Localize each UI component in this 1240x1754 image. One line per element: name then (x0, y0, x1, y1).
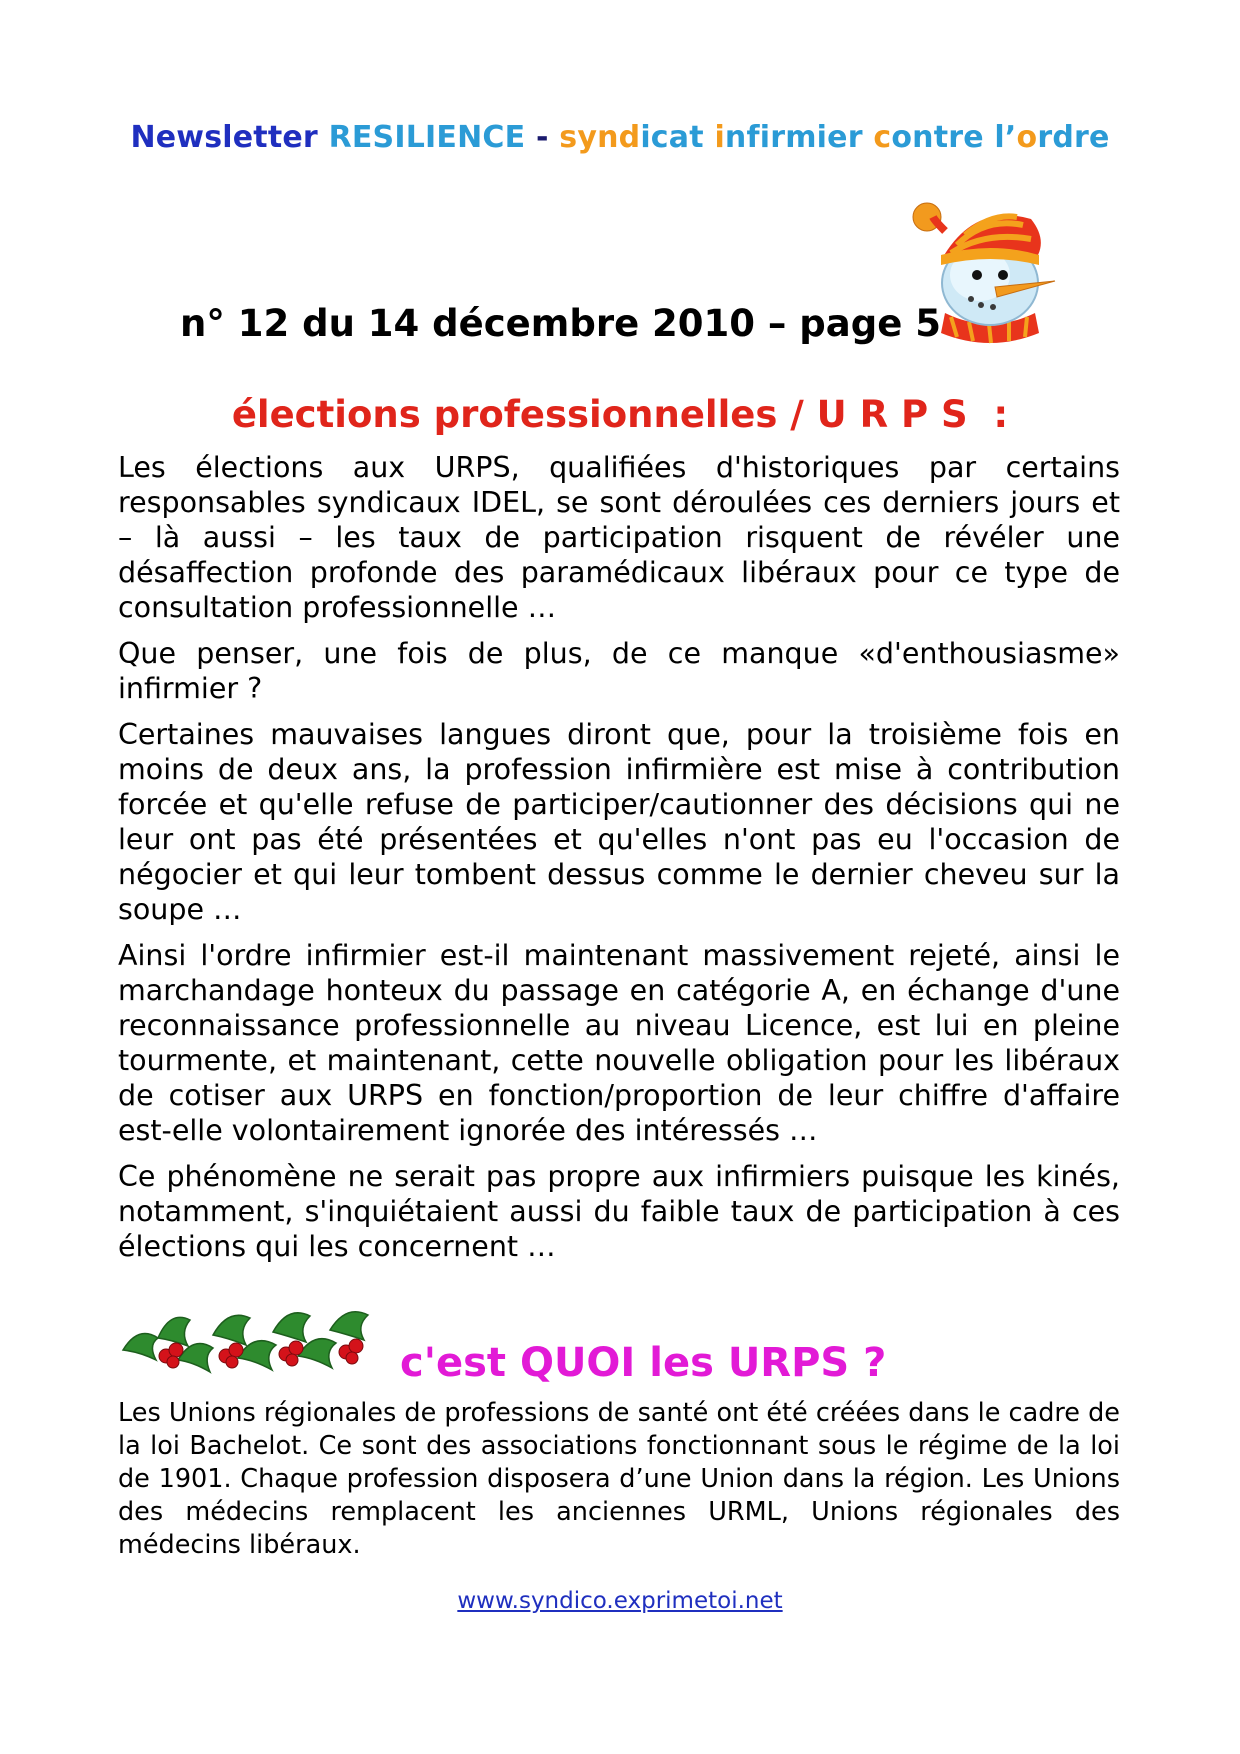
header-part: o (1016, 120, 1038, 155)
header-part: nfirmier (724, 120, 874, 155)
header-part: ontre l’ (891, 120, 1017, 155)
paragraph: Que penser, une fois de plus, de ce manque «d'enthousiasme» infirmier ? (118, 637, 1120, 705)
section-title-urps: c'est QUOI les URPS ? (400, 1340, 887, 1386)
header-part: c (873, 120, 892, 155)
snowman-icon (905, 195, 1075, 345)
header-part: rdre (1037, 120, 1110, 155)
paragraph: Certaines mauvaises langues diront que, pour la troisième fois en moins de deux ans, la profession infirmière est mise à contribution forcée et qu'elle refuse de participer/cautionner des décisions qui ne leur ont pas été présentées et qu'elles n'ont pas eu l'occasion de négocier et qui leur tombent dessus comme le dernier cheveu sur la soupe … (118, 718, 1120, 926)
header-part: RESILIENCE (328, 120, 526, 155)
newsletter-header (0, 120, 1240, 155)
article-body-urps: Les Unions régionales de professions de santé ont été créées dans le cadre de la loi Bachelot. Ce sont des associations fonctionnant sous le régime de la loi de 1901. Chaque profession disposera d’une Union dans la région. Les Unions des médecins remplacent les anciennes URML, Unions régionales des médecins libéraux. (118, 1398, 1120, 1560)
header-part: Newsletter (130, 120, 329, 155)
header-part: icat (640, 120, 715, 155)
holly-icon (118, 1290, 378, 1380)
paragraph: Ainsi l'ordre infirmier est-il maintenant massivement rejeté, ainsi le marchandage honteux du passage en catégorie A, en échange d'une reconnaissance professionnelle au niveau Licence, est lui en pleine tourmente, et maintenant, cette nouvelle obligation pour les libéraux de cotiser aux URPS en fonction/proportion de leur chiffre d'affaire est-elle volontairement ignorée des intéressés … (118, 939, 1120, 1147)
header-part: - (525, 120, 560, 155)
issue-number: n° 12 du 14 décembre 2010 – page 5 (180, 302, 941, 345)
paragraph: Les élections aux URPS, qualifiées d'historiques par certains responsables syndicaux IDEL, se sont déroulées ces derniers jours et – là aussi – les taux de participation risquent de révéler une désaffection profonde des paramédicaux libéraux pour ce type de consultation professionnelle … (118, 451, 1120, 624)
header-part: i (714, 120, 725, 155)
website-link[interactable]: www.syndico.exprimetoi.net (457, 1588, 783, 1614)
section-title-elections: élections professionnelles / U R P S : (231, 393, 1009, 436)
header-part: synd (559, 120, 641, 155)
paragraph: Ce phénomène ne serait pas propre aux infirmiers puisque les kinés, notamment, s'inquiétaient aussi du faible taux de participation à ces élections qui les concernent … (118, 1160, 1120, 1263)
article-body-elections (118, 450, 1120, 1275)
